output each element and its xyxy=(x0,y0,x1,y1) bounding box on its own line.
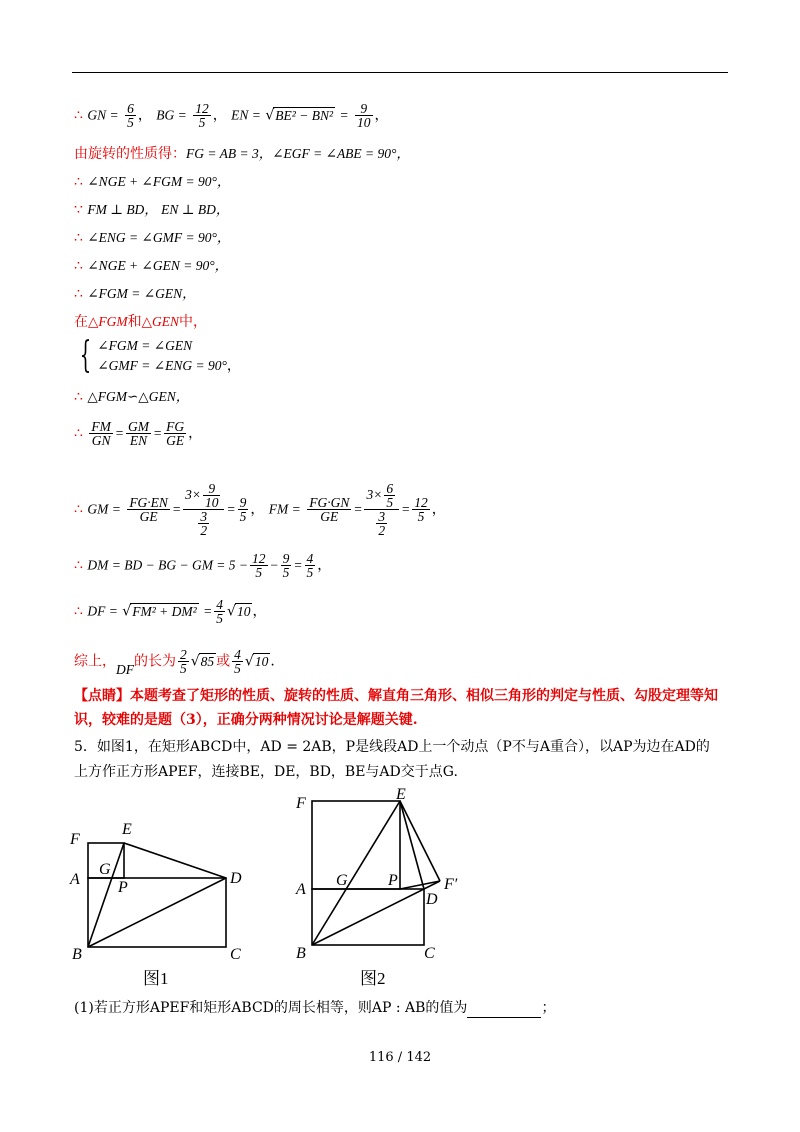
c-f1-den: 5 xyxy=(180,661,187,676)
c-f2-den: 5 xyxy=(234,661,241,676)
dm-f1-num: 12 xyxy=(252,551,266,566)
fig2-label-p: P xyxy=(388,872,398,889)
fig2-label-e: E xyxy=(396,788,406,803)
square-apef-2 xyxy=(312,801,400,889)
df-num: 4 xyxy=(216,597,224,612)
line-4 xyxy=(74,200,229,220)
f1-den: GN xyxy=(91,433,111,448)
equation-system xyxy=(74,336,241,376)
system-end: ， xyxy=(226,358,241,374)
fig1-label-d: D xyxy=(230,870,242,887)
line-pf-2 xyxy=(400,881,440,889)
bg-den: 5 xyxy=(198,115,206,130)
df-label: DF = xyxy=(87,603,118,619)
dm-minus: − xyxy=(269,557,279,573)
fig1-caption: 图1 xyxy=(143,969,169,988)
fig1-label-p: P xyxy=(118,879,128,896)
rotation-property-math: FG = AB = 3，∠EGF = ∠ABE = 90°， xyxy=(186,146,410,161)
conclusion-pre: 综上， xyxy=(74,653,116,670)
figure-1 xyxy=(88,843,226,947)
line-15: 综上，DF的长为 $\frac{2}{5}$ √85 或 $\frac{4}{5}$ √10 . xyxy=(74,647,275,677)
frac-fm-result xyxy=(412,496,430,523)
f3-den: GE xyxy=(166,433,185,448)
line-11: ∴ $\frac{FM}{GN}$ = $\frac{GM}{EN}$ = $\frac{FG}{GE}$ ， xyxy=(74,419,203,448)
line-12: ∴ GM = $\frac{FG\cdot EN}{GE}$ = 3× $\frac{9}{10}$ $\frac{3}{2}$ = $\frac{9}{5}$ ， FM = $\frac{FG\cdot GN}{GE}$ = 3× $\frac{6}{5}$ $\frac{3}{2}$ = $\frac{12}{5}$ ， xyxy=(74,481,446,538)
comment-line-2: 识，较难的是题（3），正确分两种情况讨论是解题关键. xyxy=(74,712,418,728)
therefore-symbol: ∴ xyxy=(74,557,83,574)
frac-fm-formula xyxy=(307,496,351,523)
frac-gm-result xyxy=(238,496,249,523)
therefore-symbol: ∴ xyxy=(74,286,83,302)
line-7-math: ∠FGM = ∠GEN， xyxy=(87,286,196,301)
f2-num: GM xyxy=(128,419,149,434)
frac-en xyxy=(355,102,373,129)
gm-inner-den: 10 xyxy=(204,495,219,510)
fm-den-den: 2 xyxy=(378,523,386,538)
line-8-mid: 和 xyxy=(127,314,142,330)
c-f2-num: 4 xyxy=(234,647,241,662)
line-6 xyxy=(74,256,228,276)
gn-label: GN = xyxy=(87,107,119,123)
because-symbol: ∵ xyxy=(74,202,83,218)
question-1 xyxy=(74,998,555,1018)
gn-den: 5 xyxy=(127,115,134,130)
en-num: 9 xyxy=(355,102,373,116)
therefore-symbol: ∴ xyxy=(74,107,83,124)
system-line-2: ∠GMF = ∠ENG = 90° xyxy=(97,358,227,373)
question-1-end: ； xyxy=(541,1000,556,1016)
fm-formula-den: GE xyxy=(320,509,339,524)
f3-num: FG xyxy=(166,419,185,434)
left-brace: { xyxy=(79,335,92,376)
gm-den-den: 2 xyxy=(200,523,208,538)
c-radicand-2: 10 xyxy=(254,653,269,669)
fig2-caption: 图2 xyxy=(360,969,386,988)
line-3 xyxy=(74,172,230,192)
frac-gn xyxy=(125,102,136,129)
fig2-label-d: D xyxy=(426,891,438,908)
frac-gm-formula xyxy=(127,496,170,523)
fig2-label-g: G xyxy=(336,872,348,889)
en-eq: = xyxy=(339,107,349,123)
therefore-symbol: ∴ xyxy=(74,174,83,190)
fm-compound-num xyxy=(364,482,399,510)
frac-4-5 xyxy=(305,552,316,579)
therefore-symbol: ∴ xyxy=(74,389,83,405)
df-radicand: FM² + DM² xyxy=(132,603,197,619)
conclusion-or: 或 xyxy=(216,653,231,670)
fig2-label-c: C xyxy=(424,945,435,962)
fig1-label-f: F xyxy=(70,831,80,848)
problem-line-2: 上方作正方形APEF，连接BE，DE，BD，BE与AD交于点G. xyxy=(74,764,458,780)
frac-12-5 xyxy=(250,552,268,579)
therefore-symbol: ∴ xyxy=(74,603,83,620)
fig1-label-b: B xyxy=(72,946,82,963)
line-2 xyxy=(74,144,410,164)
conclusion-end: . xyxy=(270,653,275,670)
df-radicand-2: 10 xyxy=(236,603,251,619)
fm-inner-num: 6 xyxy=(386,481,394,496)
gm-result-num: 9 xyxy=(239,495,247,510)
fm-compound-a: 3× xyxy=(366,487,383,502)
line-6-math: ∠NGE + ∠GEN = 90°， xyxy=(87,258,229,273)
fig2-label-a: A xyxy=(296,881,306,898)
dm-eq: = xyxy=(293,557,303,573)
en-label: EN = xyxy=(231,107,261,123)
frac-fg-ge xyxy=(164,420,186,447)
triangle-fgm: △FGM xyxy=(88,314,128,329)
line-8-post: 中， xyxy=(179,314,208,330)
en-radicand: BE² − BN² xyxy=(275,107,333,123)
dm-f3-den: 5 xyxy=(306,565,314,580)
fig1-label-e: E xyxy=(122,821,132,838)
bg-label: BG = xyxy=(156,107,187,123)
comment-line-1: 【点睛】本题考查了矩形的性质、旋转的性质、解直角三角形、相似三角形的判定与性质、勾股定理等知 xyxy=(74,688,718,704)
fig1-label-g: G xyxy=(99,861,111,878)
line-11-end: ， xyxy=(188,425,203,442)
line-1-end: ， xyxy=(374,107,389,124)
frac-bg xyxy=(193,102,211,129)
line-4-math: FM ⊥ BD， EN ⊥ BD， xyxy=(87,202,230,217)
bg-num: 12 xyxy=(195,101,209,116)
gm-compound-den xyxy=(183,510,224,537)
line-8-pre: 在 xyxy=(74,314,88,330)
gm-label: GM = xyxy=(87,501,121,517)
fig1-label-c: C xyxy=(230,946,241,963)
frac-df xyxy=(214,598,225,625)
system-line-1: ∠FGM = ∠GEN xyxy=(97,338,193,353)
line-14-end: ， xyxy=(252,603,267,620)
rotation-property-text: 由旋转的性质得： xyxy=(74,146,186,162)
line-ed-2 xyxy=(400,801,424,889)
header-rule xyxy=(72,72,728,73)
c-radicand-1: 85 xyxy=(200,653,215,669)
gm-den-num: 3 xyxy=(200,509,208,524)
gm-formula-num: FG·EN xyxy=(129,495,168,510)
frac-gm-compound xyxy=(183,482,224,537)
conclusion-df: DF xyxy=(116,661,134,677)
dm-f2-num: 9 xyxy=(282,551,290,566)
conclusion-mid: 的长为 xyxy=(134,653,176,670)
fig2-label-f: F xyxy=(296,795,306,812)
df-den: 5 xyxy=(216,611,224,626)
dm-expression: DM = BD − BG − GM = 5 − xyxy=(87,557,249,573)
f1-num: FM xyxy=(91,419,111,434)
line-7 xyxy=(74,284,196,304)
line-ef-2 xyxy=(400,801,440,881)
gm-formula-den: GE xyxy=(139,509,158,524)
therefore-symbol: ∴ xyxy=(74,425,83,442)
gm-compound-num xyxy=(183,482,224,510)
figures xyxy=(0,788,800,988)
fig2-label-fprime: F′ xyxy=(444,876,458,893)
en-den: 10 xyxy=(357,115,371,130)
fm-den-num: 3 xyxy=(378,509,386,524)
similarity-statement: △FGM∽△GEN， xyxy=(87,389,190,404)
dm-f1-den: 5 xyxy=(255,565,263,580)
line-1: ∴ GN = $\frac{6}{5}$ ， BG = $\frac{12}{5}$ ， EN = √BE² − BN² = $\frac{9}{10}$ ， xyxy=(74,101,389,130)
f2-den: EN xyxy=(129,433,148,448)
frac-gm-en xyxy=(126,420,151,447)
triangle-gen: △GEN xyxy=(141,314,180,329)
fm-label: FM = xyxy=(268,501,301,517)
fig1-label-a: A xyxy=(70,871,80,888)
line-14: ∴ DF = √FM² + DM² = $\frac{4}{5}$ √10 ， xyxy=(74,597,267,626)
therefore-symbol: ∴ xyxy=(74,501,83,518)
therefore-symbol: ∴ xyxy=(74,258,83,274)
gn-num: 6 xyxy=(127,101,134,116)
line-3-math: ∠NGE + ∠FGM = 90°， xyxy=(87,174,231,189)
line-ed-1 xyxy=(124,843,226,878)
fm-compound-den xyxy=(364,510,399,537)
frac-fm-gn xyxy=(89,420,113,447)
frac-4-5-b xyxy=(232,648,243,675)
frac-2-5 xyxy=(178,648,189,675)
gm-compound-a: 3× xyxy=(185,487,201,502)
gm-result-den: 5 xyxy=(239,509,247,524)
fig2-label-b: B xyxy=(296,945,306,962)
frac-9-5 xyxy=(281,552,292,579)
question-1-text: (1)若正方形APEF和矩形ABCD的周长相等，则AP : AB的值为 xyxy=(74,1000,468,1016)
fm-result-num: 12 xyxy=(414,495,428,510)
frac-fm-compound xyxy=(364,482,399,537)
fm-formula-num: FG·GN xyxy=(309,495,350,510)
c-f1-num: 2 xyxy=(180,647,187,662)
figure-2 xyxy=(312,801,440,945)
answer-blank[interactable] xyxy=(467,1003,541,1018)
df-eq: = xyxy=(203,603,213,619)
problem-line-1: 5．如图1，在矩形ABCD中，AD = 2AB，P是线段AD上一个动点（P不与A重合），以AP为边在AD的 xyxy=(74,739,710,755)
fm-inner-den: 5 xyxy=(386,495,394,510)
fm-result-den: 5 xyxy=(417,509,425,524)
line-10 xyxy=(74,387,189,407)
page-number: 116 / 142 xyxy=(368,1050,432,1065)
dm-f3-num: 4 xyxy=(306,551,314,566)
dm-f2-den: 5 xyxy=(282,565,290,580)
therefore-symbol: ∴ xyxy=(74,230,83,246)
line-13-end: ， xyxy=(317,557,332,574)
line-8 xyxy=(74,312,207,332)
line-5 xyxy=(74,228,230,248)
gm-inner-num: 9 xyxy=(203,482,221,496)
system-lines xyxy=(97,336,240,376)
line-5-math: ∠ENG = ∠GMF = 90°， xyxy=(87,230,231,245)
line-13 xyxy=(74,552,331,579)
